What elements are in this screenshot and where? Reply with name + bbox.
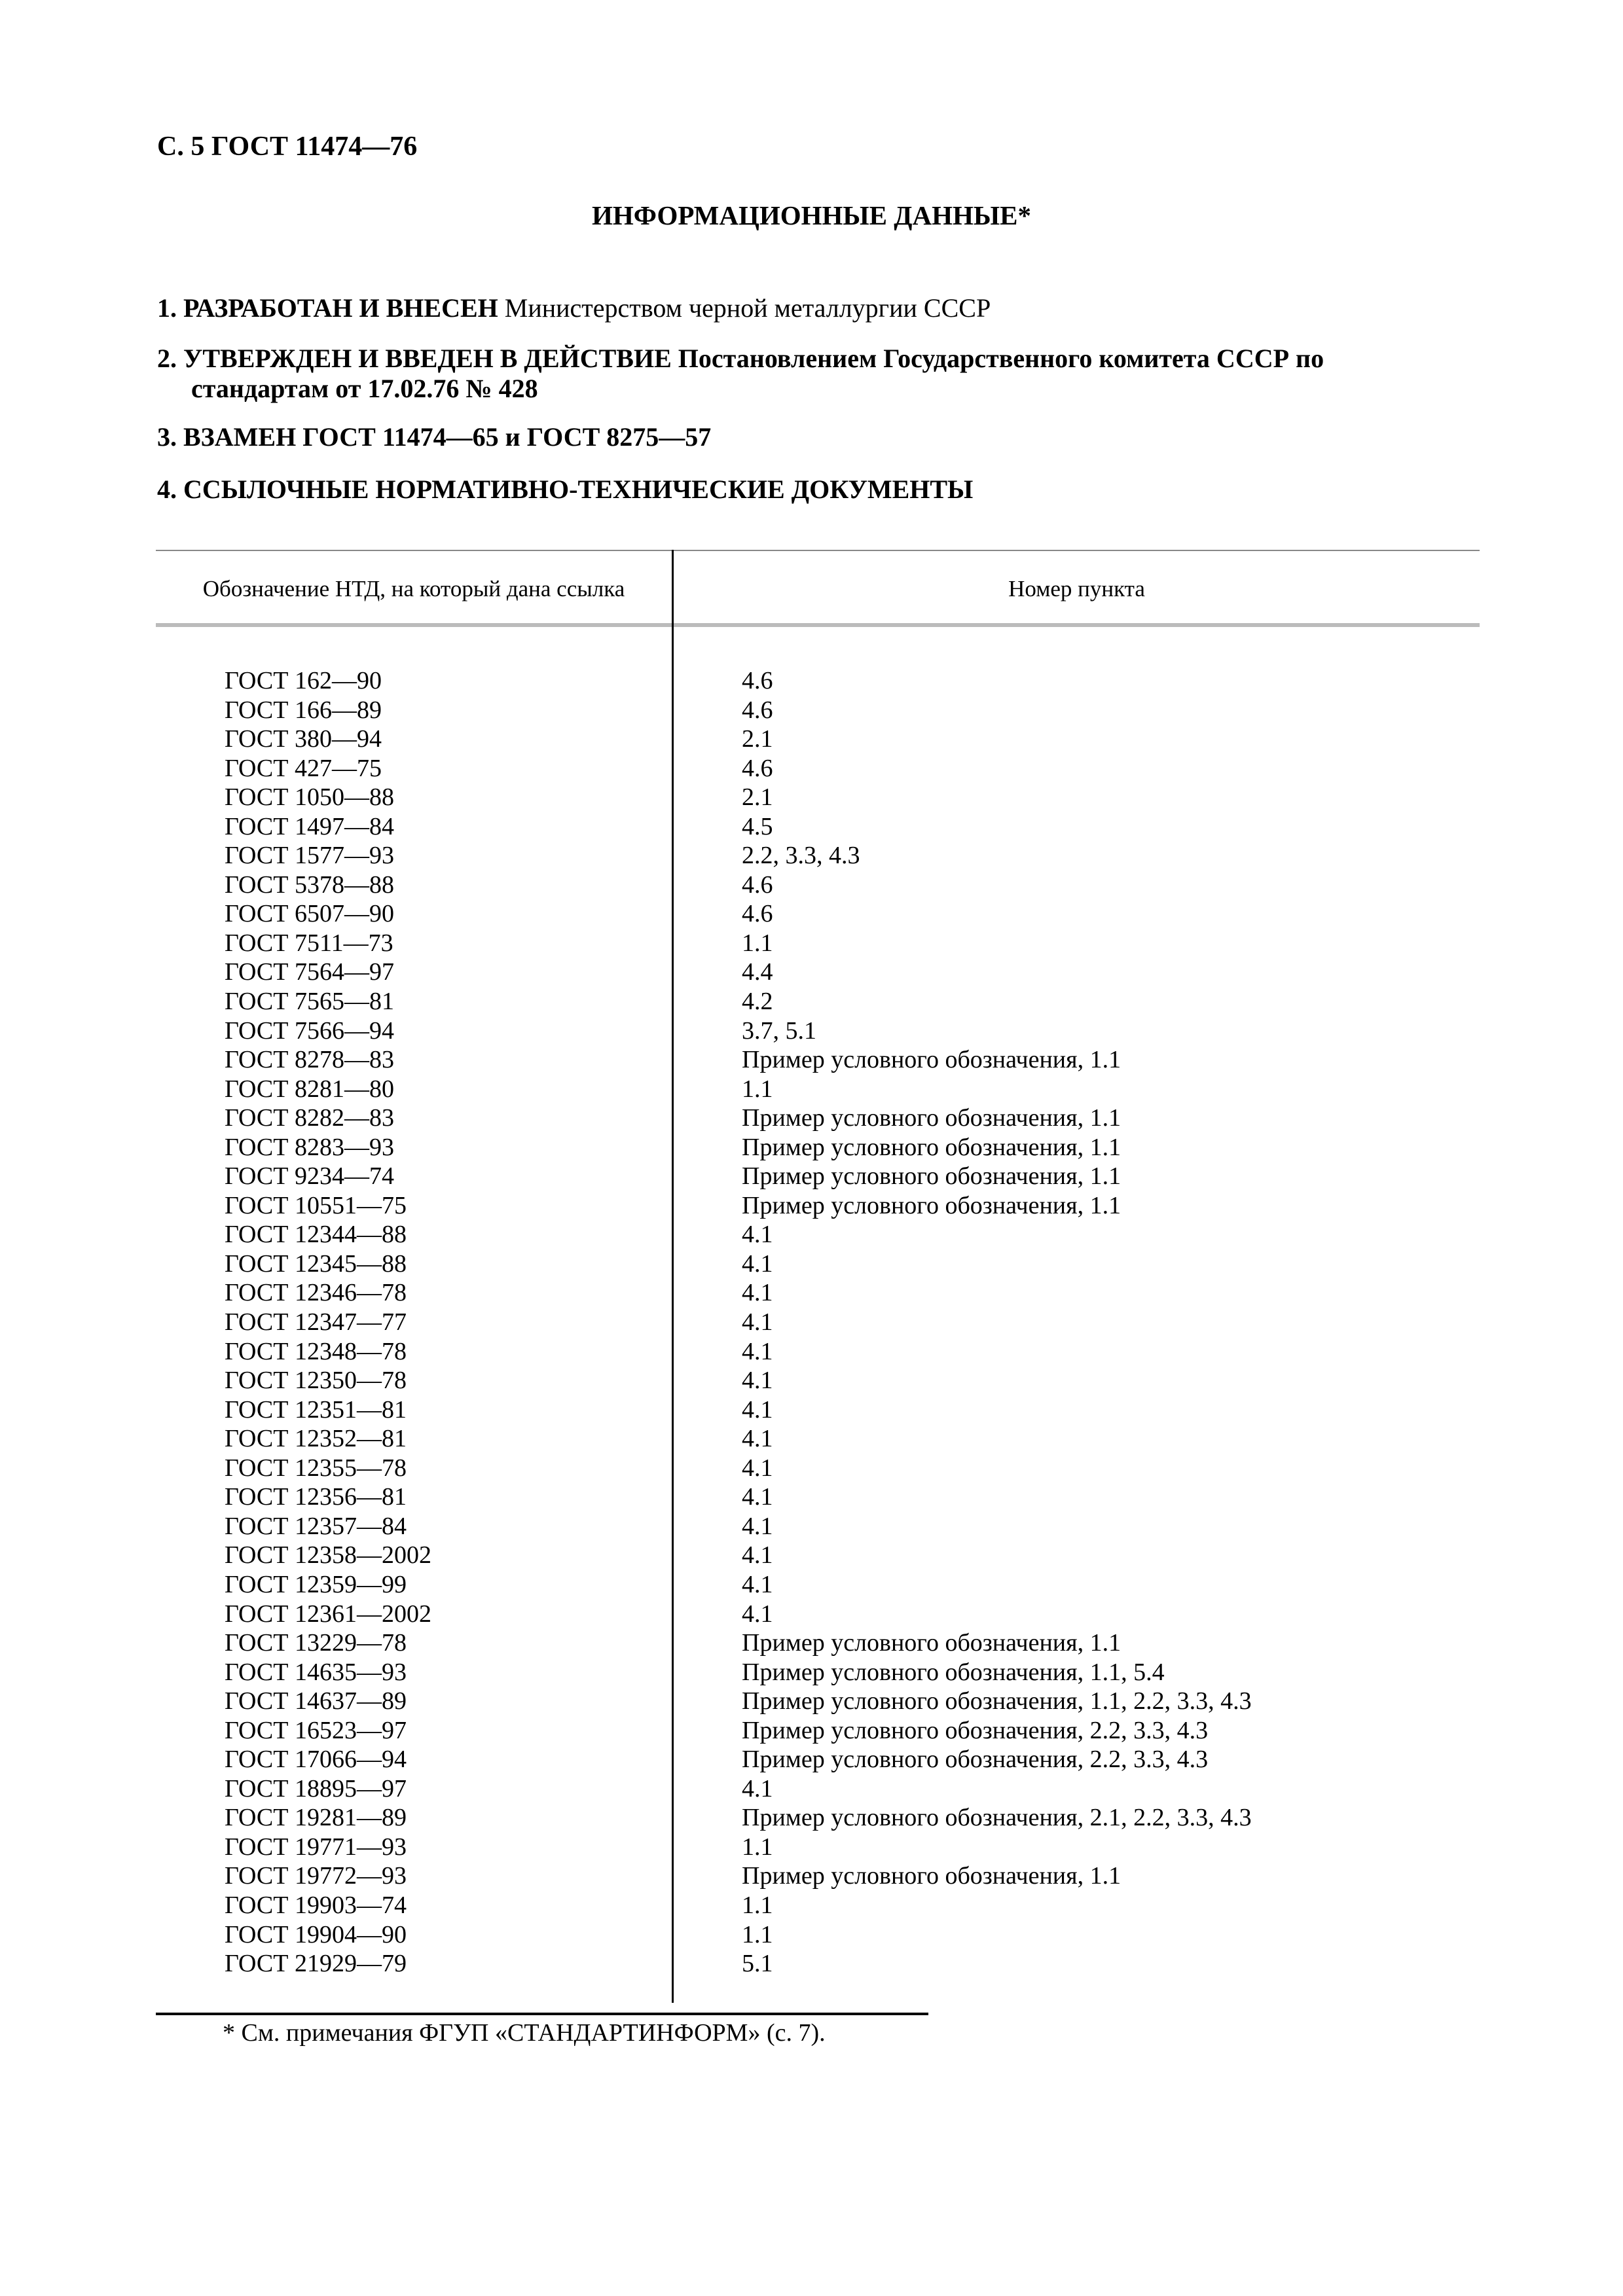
document-designation: ГОСТ 7564—97 xyxy=(225,958,394,986)
table-row xyxy=(156,1745,1480,1774)
clause-number: 4.6 xyxy=(742,870,773,899)
table-row xyxy=(156,1949,1480,1979)
table-row xyxy=(156,1016,1480,1046)
table-row xyxy=(156,987,1480,1016)
clause-number: 4.1 xyxy=(742,1337,773,1365)
table-row xyxy=(156,812,1480,842)
clause-number: 4.2 xyxy=(742,988,773,1016)
document-title: ИНФОРМАЦИОННЫЕ ДАННЫЕ* xyxy=(592,200,1031,230)
document-designation: ГОСТ 9234—74 xyxy=(225,1162,394,1191)
clause-number: Пример условного обозначения, 2.2, 3.3, 4.3 xyxy=(742,1746,1209,1774)
table-row xyxy=(156,1133,1480,1162)
document-designation: ГОСТ 8278—83 xyxy=(225,1046,394,1074)
document-designation: ГОСТ 12348—78 xyxy=(225,1337,407,1365)
item-text: Министерством черной металлургии СССР xyxy=(504,293,991,323)
table-row xyxy=(156,899,1480,929)
clause-number: 1.1 xyxy=(742,1920,773,1948)
table-row xyxy=(156,1366,1480,1395)
document-designation: ГОСТ 7565—81 xyxy=(225,988,394,1016)
table-row xyxy=(156,1308,1480,1337)
item-bold-text: ССЫЛОЧНЫЕ НОРМАТИВНО-ТЕХНИЧЕСКИЕ ДОКУМЕНТЫ xyxy=(183,475,974,504)
document-designation: ГОСТ 19904—90 xyxy=(225,1920,407,1948)
document-designation: ГОСТ 7566—94 xyxy=(225,1016,394,1045)
clause-number: 2.1 xyxy=(742,783,773,812)
table-row xyxy=(156,783,1480,812)
table-row xyxy=(156,696,1480,725)
clause-number: Пример условного обозначения, 1.1 xyxy=(742,1133,1122,1161)
document-designation: ГОСТ 7511—73 xyxy=(225,929,393,957)
document-designation: ГОСТ 1577—93 xyxy=(225,842,394,870)
clause-number: 4.6 xyxy=(742,667,773,694)
item-bold-text: РАЗРАБОТАН И ВНЕСЕН xyxy=(183,293,498,323)
clause-number: Пример условного обозначения, 2.2, 3.3, 4.3 xyxy=(742,1716,1209,1744)
info-item-4 xyxy=(157,475,1480,505)
table-row xyxy=(156,725,1480,754)
clause-number: 4.1 xyxy=(742,1367,773,1395)
table-row xyxy=(156,870,1480,900)
info-item-3 xyxy=(157,422,1480,452)
document-designation: ГОСТ 13229—78 xyxy=(225,1629,407,1657)
clause-number: 4.1 xyxy=(742,1279,773,1307)
table-row xyxy=(156,1454,1480,1483)
info-item-2 xyxy=(157,344,1480,404)
document-designation: ГОСТ 12352—81 xyxy=(225,1425,407,1453)
clause-number: Пример условного обозначения, 2.1, 2.2, 3.3, 4.3 xyxy=(742,1804,1252,1832)
document-designation: ГОСТ 5378—88 xyxy=(225,870,394,899)
table-row xyxy=(156,666,1480,696)
document-designation: ГОСТ 19772—93 xyxy=(225,1862,407,1890)
document-designation: ГОСТ 12344—88 xyxy=(225,1221,407,1249)
clause-number: 4.1 xyxy=(742,1483,773,1511)
document-designation: ГОСТ 12358—2002 xyxy=(225,1541,431,1570)
item-number: 1. xyxy=(157,293,177,323)
table-row xyxy=(156,754,1480,783)
table-row xyxy=(156,1103,1480,1133)
table-row xyxy=(156,1861,1480,1891)
table-top-rule xyxy=(156,550,1480,551)
clause-number: Пример условного обозначения, 1.1, 2.2, 3.3, 4.3 xyxy=(742,1687,1252,1715)
reference-documents-table xyxy=(156,550,1480,2003)
column-header-document: Обозначение НТД, на который дана ссылка xyxy=(202,576,625,601)
clause-number: 4.1 xyxy=(742,1600,773,1628)
document-designation: ГОСТ 427—75 xyxy=(225,754,382,782)
table-row xyxy=(156,1570,1480,1600)
footnote-rule xyxy=(156,2013,928,2015)
table-row xyxy=(156,1075,1480,1104)
clause-number: Пример условного обозначения, 1.1 xyxy=(742,1862,1122,1890)
table-row xyxy=(156,841,1480,870)
table-row xyxy=(156,1424,1480,1454)
clause-number: 2.2, 3.3, 4.3 xyxy=(742,842,860,870)
table-row xyxy=(156,1337,1480,1367)
document-designation: ГОСТ 1050—88 xyxy=(225,783,394,812)
document-designation: ГОСТ 19771—93 xyxy=(225,1833,407,1861)
document-designation: ГОСТ 12345—88 xyxy=(225,1249,407,1278)
document-designation: ГОСТ 16523—97 xyxy=(225,1716,407,1744)
document-designation: ГОСТ 8283—93 xyxy=(225,1133,394,1161)
item-bold-text: УТВЕРЖДЕН И ВВЕДЕН В ДЕЙСТВИЕ xyxy=(183,344,672,373)
table-row xyxy=(156,929,1480,958)
page-header: С. 5 ГОСТ 11474—76 xyxy=(157,132,418,162)
clause-number: 1.1 xyxy=(742,1833,773,1861)
document-designation: ГОСТ 8282—83 xyxy=(225,1104,394,1132)
table-row xyxy=(156,1658,1480,1687)
table-row xyxy=(156,1395,1480,1425)
document-designation: ГОСТ 18895—97 xyxy=(225,1774,407,1803)
table-row xyxy=(156,1482,1480,1512)
clause-number: Пример условного обозначения, 1.1 xyxy=(742,1104,1122,1132)
document-designation: ГОСТ 10551—75 xyxy=(225,1191,407,1219)
document-designation: ГОСТ 17066—94 xyxy=(225,1746,407,1774)
clause-number: 4.6 xyxy=(742,754,773,782)
clause-number: Пример условного обозначения, 1.1 xyxy=(742,1046,1122,1074)
clause-number: 1.1 xyxy=(742,929,773,957)
table-row xyxy=(156,1249,1480,1279)
document-designation: ГОСТ 12350—78 xyxy=(225,1367,407,1395)
table-row xyxy=(156,1774,1480,1804)
clause-number: 4.6 xyxy=(742,900,773,928)
clause-number: Пример условного обозначения, 1.1 xyxy=(742,1629,1122,1657)
table-body xyxy=(156,666,1480,1979)
document-designation: ГОСТ 14635—93 xyxy=(225,1658,407,1686)
document-designation: ГОСТ 21929—79 xyxy=(225,1950,407,1978)
table-row xyxy=(156,1541,1480,1570)
document-designation: ГОСТ 12361—2002 xyxy=(225,1600,431,1628)
clause-number: 4.1 xyxy=(742,1541,773,1570)
document-designation: ГОСТ 12355—78 xyxy=(225,1454,407,1482)
clause-number: 4.1 xyxy=(742,1308,773,1336)
item-text-continued: стандартам от 17.02.76 № 428 xyxy=(191,374,538,403)
document-designation: ГОСТ 1497—84 xyxy=(225,812,394,840)
clause-number: 4.5 xyxy=(742,812,773,840)
clause-number: 3.7, 5.1 xyxy=(742,1016,816,1045)
table-row xyxy=(156,1628,1480,1658)
info-item-1 xyxy=(157,293,1480,323)
table-row xyxy=(156,1162,1480,1191)
table-header-rule xyxy=(156,623,1480,627)
clause-number: 1.1 xyxy=(742,1891,773,1919)
clause-number: 2.1 xyxy=(742,725,773,753)
document-designation: ГОСТ 19903—74 xyxy=(225,1891,407,1919)
document-designation: ГОСТ 12357—84 xyxy=(225,1512,407,1540)
document-designation: ГОСТ 6507—90 xyxy=(225,900,394,928)
table-row xyxy=(156,1716,1480,1746)
item-number: 3. xyxy=(157,422,177,452)
clause-number: 4.1 xyxy=(742,1221,773,1249)
clause-number: 4.1 xyxy=(742,1774,773,1803)
document-designation: ГОСТ 380—94 xyxy=(225,725,382,753)
document-designation: ГОСТ 12347—77 xyxy=(225,1308,407,1336)
clause-number: 4.1 xyxy=(742,1570,773,1598)
table-row xyxy=(156,1191,1480,1221)
clause-number: 4.1 xyxy=(742,1425,773,1453)
clause-number: 4.1 xyxy=(742,1454,773,1482)
document-designation: ГОСТ 166—89 xyxy=(225,696,382,724)
column-header-clause: Номер пункта xyxy=(1008,576,1145,601)
document-designation: ГОСТ 12346—78 xyxy=(225,1279,407,1307)
document-designation: ГОСТ 19281—89 xyxy=(225,1804,407,1832)
document-designation: ГОСТ 8281—80 xyxy=(225,1075,394,1103)
item-number: 4. xyxy=(157,475,177,504)
table-row xyxy=(156,1045,1480,1075)
item-text: Постановлением Государственного комитета СССР по xyxy=(678,344,1324,373)
clause-number: Пример условного обозначения, 1.1 xyxy=(742,1191,1122,1219)
footnote: * См. примечания ФГУП «СТАНДАРТИНФОРМ» (с. 7). xyxy=(223,2019,826,2047)
table-row xyxy=(156,1220,1480,1249)
clause-number: 4.1 xyxy=(742,1512,773,1540)
table-row xyxy=(156,958,1480,987)
item-number: 2. xyxy=(157,344,177,373)
table-row xyxy=(156,1278,1480,1308)
document-designation: ГОСТ 162—90 xyxy=(225,667,382,694)
item-bold-text: ВЗАМЕН ГОСТ 11474—65 и ГОСТ 8275—57 xyxy=(183,422,712,452)
document-designation: ГОСТ 14637—89 xyxy=(225,1687,407,1715)
clause-number: 4.4 xyxy=(742,958,773,986)
clause-number: 4.1 xyxy=(742,1249,773,1278)
clause-number: Пример условного обозначения, 1.1, 5.4 xyxy=(742,1658,1165,1686)
table-row xyxy=(156,1512,1480,1541)
table-row xyxy=(156,1687,1480,1716)
clause-number: 4.1 xyxy=(742,1395,773,1424)
document-designation: ГОСТ 12359—99 xyxy=(225,1570,407,1598)
table-row xyxy=(156,1920,1480,1950)
table-row xyxy=(156,1600,1480,1629)
table-row xyxy=(156,1803,1480,1833)
document-designation: ГОСТ 12351—81 xyxy=(225,1395,407,1424)
table-row xyxy=(156,1833,1480,1862)
clause-number: 1.1 xyxy=(742,1075,773,1103)
table-row xyxy=(156,1891,1480,1920)
clause-number: Пример условного обозначения, 1.1 xyxy=(742,1162,1122,1191)
clause-number: 4.6 xyxy=(742,696,773,724)
clause-number: 5.1 xyxy=(742,1950,773,1978)
document-designation: ГОСТ 12356—81 xyxy=(225,1483,407,1511)
